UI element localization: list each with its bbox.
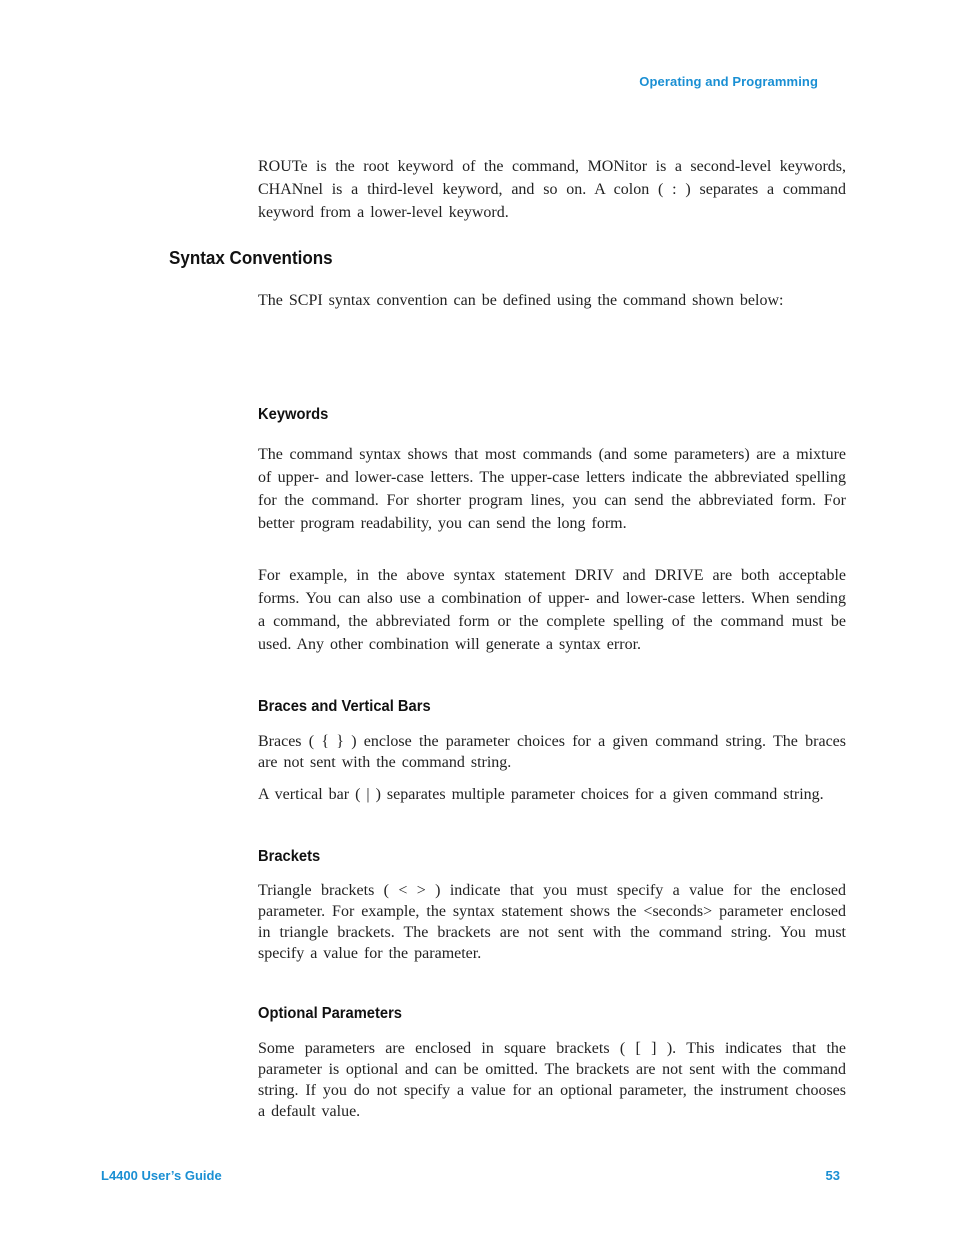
footer-guide-title: L4400 User’s Guide <box>101 1168 222 1183</box>
keywords-paragraph-2: For example, in the above syntax statement DRIV and DRIVE are both acceptable forms. You can also use a combination of upper- and lower-case letters. When sending a command, the abbreviated form or the complete spelling of the command must be used. Any other combination will generate a syntax error. <box>258 567 846 653</box>
running-header: Operating and Programming <box>639 74 818 89</box>
braces-paragraph-2: A vertical bar ( | ) separates multiple parameter choices for a given command string. <box>258 786 824 803</box>
optional-paragraph: Some parameters are enclosed in square brackets ( [ ] ). This indicates that the parameter is optional and can be omitted. The brackets are not sent with the command string. If you do not specify a value for an optional parameter, the instrument chooses a default value. <box>258 1040 846 1120</box>
intro-paragraph: ROUTe is the root keyword of the command, MONitor is a second-level keywords, CHANnel is a third-level keyword, and so on. A colon ( : ) separates a command keyword from a lower-level keyword. <box>258 158 846 221</box>
section-heading-syntax-conventions: Syntax Conventions <box>169 247 333 268</box>
subheading-braces: Braces and Vertical Bars <box>258 698 431 715</box>
braces-paragraph-1: Braces ( { } ) enclose the parameter choices for a given command string. The braces are not sent with the command string. <box>258 733 846 771</box>
subheading-optional-parameters: Optional Parameters <box>258 1005 402 1022</box>
brackets-paragraph: Triangle brackets ( < > ) indicate that you must specify a value for the enclosed parameter. For example, the syntax statement shows the <seconds> parameter enclosed in triangle brackets. The brackets are not sent with the command string. You must specify a value for the parameter. <box>258 882 846 962</box>
footer-page-number: 53 <box>825 1168 840 1183</box>
subheading-keywords: Keywords <box>258 406 329 423</box>
keywords-paragraph-1: The command syntax shows that most commands (and some parameters) are a mixture of upper- and lower-case letters. The upper-case letters indicate the abbreviated spelling for the command. For shorter program lines, you can send the abbreviated form. For better program readability, you can send the long form. <box>258 446 846 532</box>
subheading-brackets: Brackets <box>258 848 321 865</box>
syntax-paragraph: The SCPI syntax convention can be defined using the command shown below: <box>258 292 784 309</box>
